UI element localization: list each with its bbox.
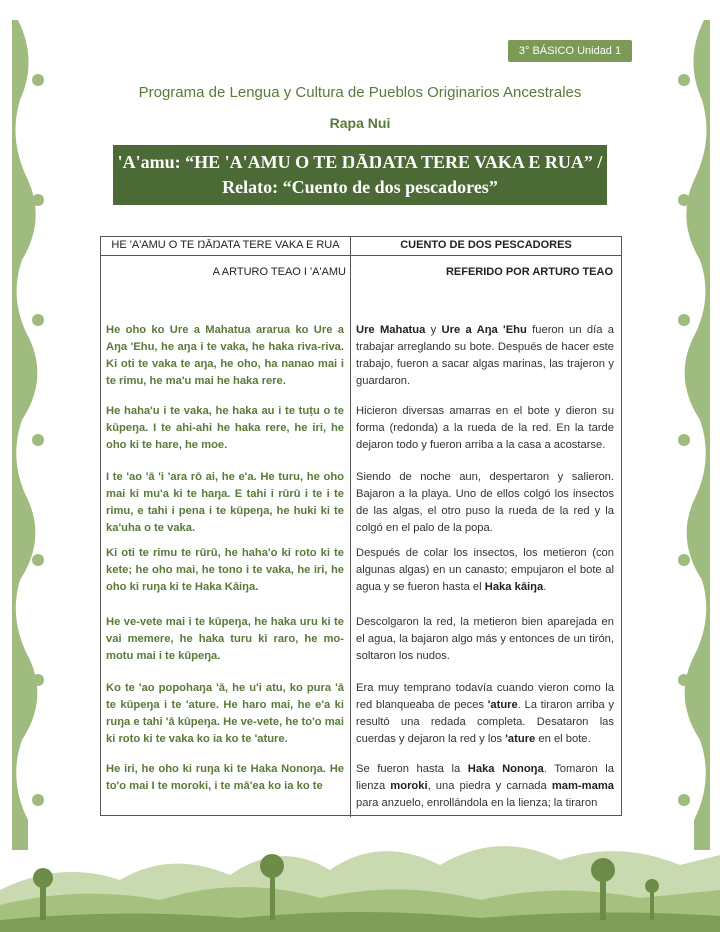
left-author: A ARTURO TEAO I 'A'AMU [212, 266, 346, 278]
place-haka-kainga: Haka kāiŋa [484, 581, 544, 593]
header-divider [101, 255, 621, 256]
text-fragment: Se fueron hasta la [356, 763, 468, 775]
word-ature: 'ature [505, 733, 536, 745]
rapanui-paragraph-4: Ki oti te rimu te rūrū, he haha'o ki roto ki te kete; he oho mai, he tono i te vaka, he iri, he oho ki ruŋa ki te Haka Kāiŋa. [106, 547, 344, 593]
spanish-paragraph-1 [356, 322, 614, 390]
text-fragment: . [543, 581, 547, 593]
spanish-paragraph-7 [356, 761, 614, 812]
text-fragment: Era muy temprano todavía cuando vieron como la red blanqueaba de peces [356, 682, 614, 711]
rapanui-paragraph-6: Ko te 'ao popohaŋa 'ā, he u'i atu, ko pura 'ā te kūpeŋa i te 'ature. He haro mai, he e'a ki ruŋa e tahi 'ā kūpeŋa. He ve-vete, he to'o mai ki roto ki te vaka ko ia ko te 'ature. [106, 682, 344, 745]
left-decorative-border [8, 20, 56, 850]
spanish-paragraph-3: Siendo de noche aun, despertaron y salieron. Bajaron a la playa. Uno de ellos colgó los insectos de las algas, el otro puso la rueda de la red y la colgó en el palo de la popa. [356, 471, 614, 534]
banner-line-1: 'A'amu: “HE 'A'AMU O TE ŊĀŊATA TERE VAKA E RUA” / [117, 152, 603, 172]
text-fragment: para anzuelo, enrollándola en la lienza; la tiraron [356, 797, 598, 809]
banner-line-2: Relato: “Cuento de dos pescadores” [222, 177, 498, 197]
rapanui-paragraph-3: I te 'ao 'ā 'i 'ara rō ai, he e'a. He turu, he oho mai ki mu'a ki te haŋa. E tahi i rūrū i te i te rimu, e tahi i pena i te kūpeŋa, he huki ki te ka'uha o te vaka. [106, 471, 344, 534]
place-haka-nononga: Haka Nonoŋa [467, 763, 544, 775]
footer-landscape-illustration [0, 820, 720, 932]
text-fragment: fueron un día a trabajar arreglando su bote. Después de hacer este trabajo, fueron a sacar algas marinas, las trajeron y guardaron. [356, 324, 614, 387]
rapanui-paragraph-5: He ve-vete mai i te kūpeŋa, he haka uru ki te vai memere, he haka turu ki raro, he mo-motu mai i te kūpeŋa. [106, 616, 344, 662]
text-fragment: , una piedra y carnada [427, 780, 552, 792]
text-fragment: Después de colar los insectos, los metieron (con algunas algas) en un canasto; empujaron el bote al agua y se fueron hasta el [356, 547, 614, 593]
spanish-paragraph-2: Hicieron diversas amarras en el bote y dieron su forma (redonda) a la rueda de la red. En la tarde dejaron todo y fueron arriba a la casa a acostarse. [356, 405, 614, 451]
word-mam-mama: mam-mama [551, 780, 614, 792]
program-title: Programa de Lengua y Cultura de Pueblos Originarios Ancestrales [138, 84, 582, 101]
bilingual-story-table [100, 236, 622, 816]
left-column-title: HE 'A'AMU O TE ŊĀŊATA TERE VAKA E RUA [111, 239, 340, 251]
subject-title: Rapa Nui [329, 115, 391, 131]
name-ure-a-anga-ehu: Ure a Aŋa 'Ehu [441, 324, 527, 336]
word-moroki: moroki [390, 780, 428, 792]
rapanui-paragraph-2: He haha'u i te vaka, he haka au i te tuṭu o te kūpeŋa. I te ahi-ahi he haka rere, he iri, he oho ki te hare, he moe. [106, 405, 344, 451]
right-decorative-border [666, 20, 714, 850]
text-fragment: . Tomaron la lienza [356, 763, 614, 792]
spanish-paragraph-6 [356, 680, 614, 748]
rapanui-paragraph-7: He iri, he oho ki ruŋa ki te Haka Nonoŋa. He to'o mai I te moroki, i te mā'ea ko ia ko te [106, 763, 344, 792]
story-title-banner [113, 145, 607, 205]
spanish-paragraph-4 [356, 545, 614, 596]
text-fragment: . La tiraron arriba y resultó una redada completa. Desataron las cuerdas y dejaron la red y los [356, 699, 614, 745]
name-ure-mahatua: Ure Mahatua [356, 324, 426, 336]
text-fragment: y [425, 324, 442, 336]
column-divider [350, 237, 351, 817]
spanish-paragraph-5: Descolgaron la red, la metieron bien aparejada en el agua, la bajaron algo más y entonces de un tirón, soltaron los nudos. [356, 616, 614, 662]
grade-badge: 3° BÁSICO Unidad 1 [508, 40, 632, 62]
text-fragment: en el bote. [535, 733, 591, 745]
word-ature: 'ature [487, 699, 518, 711]
rapanui-paragraph-1: He oho ko Ure a Mahatua ararua ko Ure a Aŋa 'Ehu, he aŋa i te vaka, he haka riva-riva. Ki oti te vaka te aŋa, he oho, ha nanao mai i te rimu, he ma'u mai he haka rere. [106, 324, 344, 387]
right-author: REFERIDO POR ARTURO TEAO [445, 266, 613, 278]
right-column-title: CUENTO DE DOS PESCADORES [400, 239, 572, 251]
